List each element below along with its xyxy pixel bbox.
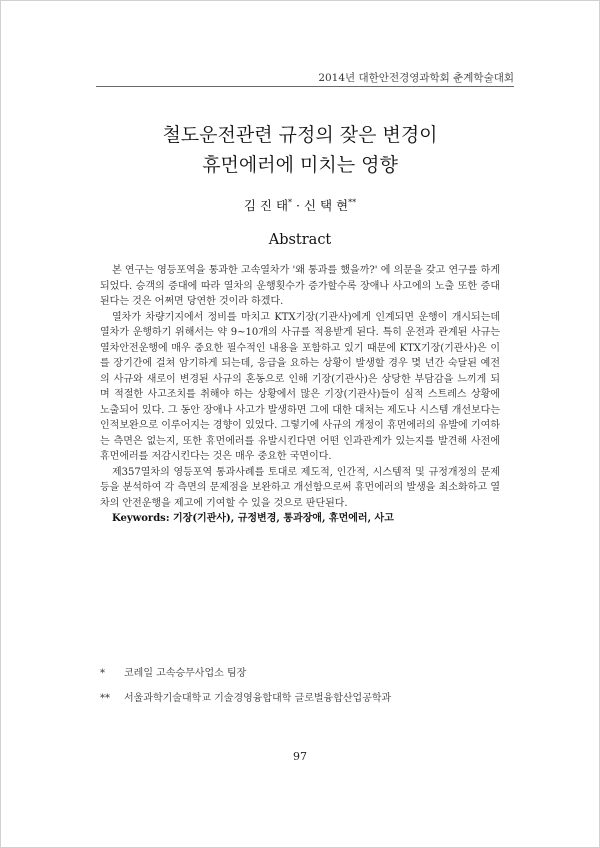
footnote-1-mark: *: [100, 668, 105, 679]
paper-title: [0, 120, 600, 180]
abstract-body: [100, 263, 500, 527]
keywords-line: [100, 511, 500, 527]
abstract-heading: Abstract: [268, 232, 332, 248]
footnote-2: [100, 689, 520, 704]
keywords-list: 기장(기관사), 규정변경, 통과장애, 휴먼에러, 사고: [173, 513, 394, 524]
footnote-1-text: 코레일 고속승무사업소 팀장: [124, 668, 247, 679]
footnotes: [100, 664, 520, 714]
author-separator: ·: [292, 198, 304, 213]
page-number: 97: [293, 750, 307, 763]
author-1-mark: *: [288, 197, 293, 207]
footnote-1: [100, 664, 520, 679]
abstract-paragraph-2: 열차가 차량기지에서 정비를 마치고 KTX기장(기관사)에게 인계되면 운행이 개시되는데 열차가 운행하기 위해서는 약 9~10개의 사규를 적용받게 된다. 특히 운전과 관계된 사규는 열차안전운행에 매우 중요한 필수적인 내용을 포함하고 있기 때문에 KTX기장(기관사)은 이를 장기간에 걸쳐 암기하게 되는데, 응급을 요하는 상황이 발생할 경우 몇 년간 숙달된 예전의 사규와 새로이 변경된 사규의 혼동으로 인해 기장(기관사)은 상당한 부담감을 느끼게 되며 적절한 사고조치를 취해야 하는 상황에서 많은 기장(기관사)들이 심적 스트레스 상황에 노출되어 있다. 그 동안 장애나 사고가 발생하면 그에 대한 대처는 제도나 시스템 개선보다는 인적보완으로 이루어지는 경향이 있었다. 그렇기에 사규의 개정이 휴먼에러의 유발에 기여하는 측면은 없는지, 또한 휴먼에러를 유발시킨다면 어떤 인과관계가 있는지를 발견해 사전에 휴먼에러를 저감시킨다는 것은 매우 중요한 국면이다.: [100, 311, 500, 462]
keywords-label: Keywords:: [112, 513, 170, 524]
title-line-2: 휴먼에러에 미치는 영향: [202, 154, 398, 176]
author-2-mark: **: [348, 197, 357, 207]
abstract-paragraph-3: 제357열차의 영등포역 통과사례를 토대로 제도적, 인간적, 시스템적 및 규정개정의 문제 등을 분석하여 각 측면의 문제점을 보완하고 개선함으로써 휴먼에러의 발생을 최소화하고 열차의 안전운행을 제고에 기여할 수 있을 것으로 판단된다.: [100, 466, 500, 509]
title-line-1: 철도운전관련 규정의 잦은 변경이: [162, 124, 438, 146]
footnote-2-text: 서울과학기술대학교 기술경영융합대학 글로벌융합산업공학과: [124, 693, 392, 704]
abstract-paragraph-1: 본 연구는 영등포역을 통과한 고속열차가 '왜 통과를 했을까?' 에 의문을 갖고 연구를 하게 되었다. 승객의 증대에 따라 열차의 운행횟수가 증가할수록 장애나 사고에의 노출 또한 증대된다는 것은 어쩌면 당연한 것이라 하겠다.: [100, 265, 500, 307]
footnote-2-mark: **: [100, 693, 110, 704]
running-header: 2014년 대한안전경영과학회 춘계학술대회: [318, 72, 514, 84]
header-divider: [96, 86, 514, 87]
author-2: 신 택 현: [303, 198, 349, 213]
author-1: 김 진 태: [243, 198, 289, 213]
author-list: [0, 196, 600, 214]
